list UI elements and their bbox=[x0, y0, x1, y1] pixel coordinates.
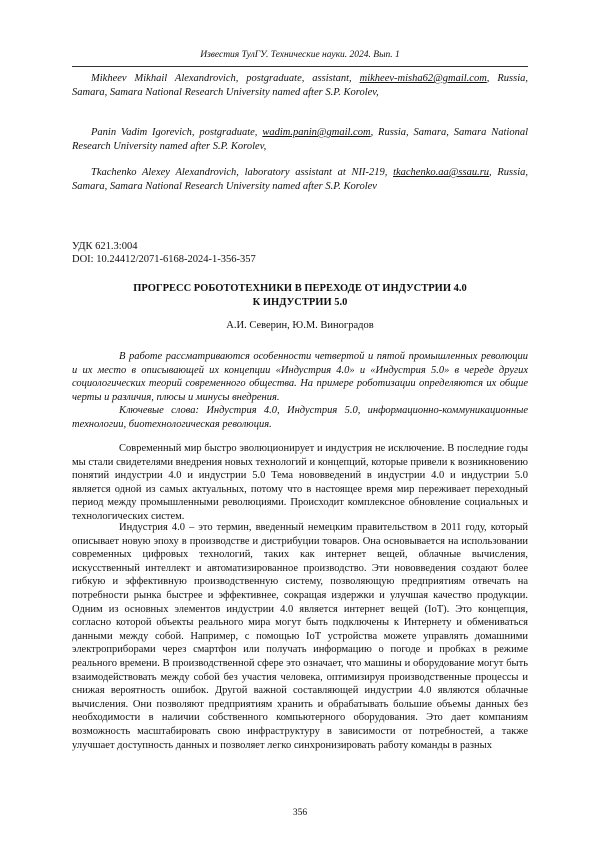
author-2-text: Panin Vadim Igorevich, postgraduate, bbox=[91, 127, 263, 138]
udk-code: УДК 621.3:004 bbox=[72, 241, 138, 252]
doi: DOI: 10.24412/2071-6168-2024-1-356-357 bbox=[72, 254, 256, 265]
running-head: Известия ТулГУ. Технические науки. 2024. Вып. 1 bbox=[200, 50, 400, 60]
author-1-affiliation: , Russia, Samara, Samara National Research University named after S.P. Korolev, bbox=[72, 73, 528, 98]
author-3-affiliation: , Russia, Samara, Samara National Research University named after S.P. Korolev bbox=[72, 167, 528, 192]
author-entry-3 bbox=[72, 166, 528, 194]
article-title bbox=[72, 282, 528, 309]
title-line-1: ПРОГРЕСС РОБОТОТЕХНИКИ В ПЕРЕХОДЕ ОТ ИНДУСТРИИ 4.0 bbox=[133, 283, 467, 294]
author-2-affiliation: , Russia, Samara, Samara National Research University named after S.P. Korolev, bbox=[72, 127, 528, 152]
body-paragraph-1: Современный мир быстро эволюционирует и индустрия не исключение. В последние годы мы стали свидетелями внедрения новых технологий и концепций, которые привели к возникновению понятий индустрии 4.0 и индустрии 5.0 Тема нововведений в индустрии 4.0 и индустрии 5.0 является одной из самых актуальных, потому что в настоящее время мир переживает переходный период между промышленными революциями. Происходит комплексное обновление социальных и технологических систем. bbox=[72, 443, 528, 522]
title-line-2: К ИНДУСТРИИ 5.0 bbox=[252, 296, 348, 308]
author-1-text: Mikheev Mikhail Alexandrovich, postgraduate, assistant, bbox=[91, 73, 360, 84]
author-3-text: Tkachenko Alexey Alexandrovich, laboratory assistant at NII-219, bbox=[91, 167, 394, 178]
author-entry-1 bbox=[72, 72, 528, 100]
author-1-email-link[interactable]: mikheev-misha62@gmail.com bbox=[359, 73, 487, 84]
keywords: Ключевые слова: Индустрия 4.0, Индустрия 5.0, информационно-коммуникационные технологии, биотехнологическая революция. bbox=[72, 405, 528, 430]
article-authors: А.И. Северин, Ю.М. Виноградов bbox=[226, 320, 374, 331]
header-rule bbox=[72, 66, 528, 67]
author-3-email-link[interactable]: tkachenko.aa@ssau.ru bbox=[393, 167, 490, 178]
author-entry-2 bbox=[72, 126, 528, 154]
abstract: В работе рассматриваются особенности четвертой и пятой промышленных революции и их место в описывающей их концепции «Индустрия 4.0» и «Индустрия 5.0» в череде других социологических теорий современного общества. На примере роботизации определяются их общие черты и различия, плюсы и минусы внедрения. bbox=[72, 351, 528, 403]
page-number: 356 bbox=[292, 808, 308, 818]
author-2-email-link[interactable]: wadim.panin@gmail.com bbox=[262, 127, 371, 138]
body-paragraph-2: Индустрия 4.0 – это термин, введенный немецким правительством в 2011 году, который описывает новую эпоху в производстве и дистрибуции товаров. Она основывается на использовании современных цифровых технологий, таких как интернет вещей, облачные вычисления, искусственный интеллект и автоматизированное производство. Эти нововведения создают более гибкую и эффективную производственную систему, позволяющую предприятиям отвечать на потребности рынка быстрее и эффективнее, сокращая издержки и улучшая качество продукции. Одним из основных элементов индустрии 4.0 является интернет вещей (IoT). Это концепция, согласно которой объекты реального мира могут быть подключены к Интернету и обмениваться данными между собой. Например, с помощью IoT устройства можете управлять домашними электроприборами через смартфон или получать информацию о погоде и пробках в режиме реального времени. В производственной сфере это означает, что машины и оборудование могут быть взаимодействовать между собой без участия человека, оптимизируя производственные процессы и снижая вероятность ошибок. Другой важной составляющей индустрии 4.0 являются облачные вычисления. Они позволяют предприятиям хранить и обрабатывать большие объемы данных без необходимости в наличии собственного компьютерного оборудования. Это дает компаниям возможность масштабировать свою инфраструктуру в зависимости от потребностей, а также улучшает доступность данных и позволяет легко синхронизировать работу команды в разных bbox=[72, 522, 528, 751]
